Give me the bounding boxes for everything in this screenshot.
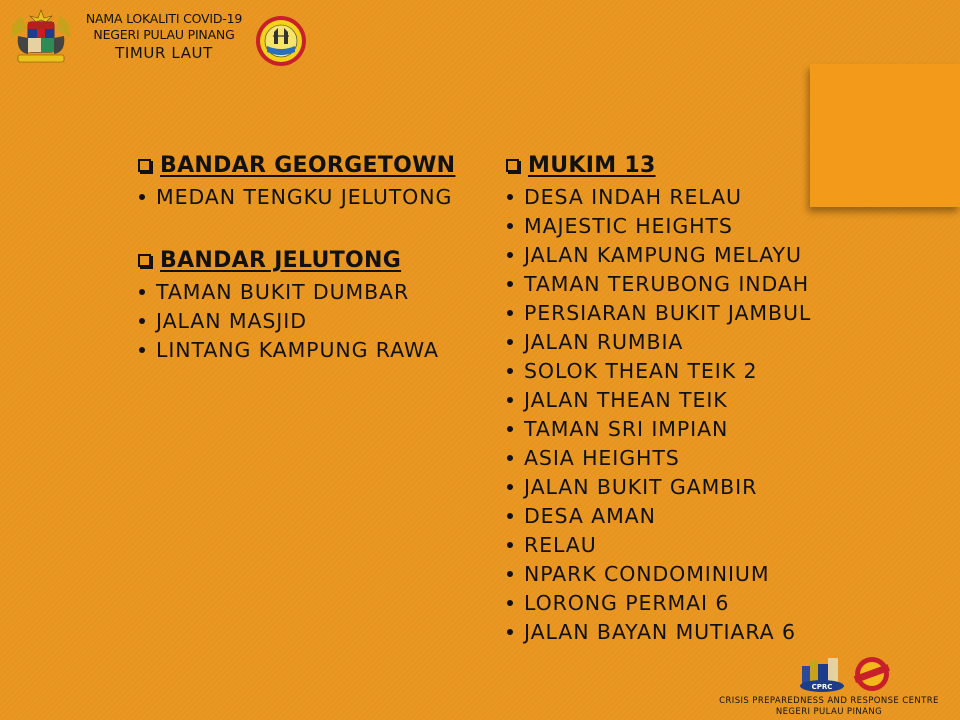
list-item-label: TAMAN SRI IMPIAN <box>524 416 729 441</box>
left-column <box>138 148 455 364</box>
list-item-label: LORONG PERMAI 6 <box>524 590 730 615</box>
malaysia-coat-of-arms-icon <box>8 8 74 66</box>
header-district: TIMUR LAUT <box>115 44 213 62</box>
footer-line-1: CRISIS PREPAREDNESS AND RESPONSE CENTRE <box>719 696 939 706</box>
header-line-2: NEGERI PULAU PINANG <box>93 27 235 42</box>
list-item <box>506 385 811 414</box>
list-item <box>138 306 455 335</box>
section-heading <box>138 243 455 277</box>
list-item-label: RELAU <box>524 532 597 557</box>
bullet-icon <box>507 281 513 287</box>
list-item-label: MAJESTIC HEIGHTS <box>524 213 733 238</box>
list-item <box>506 298 811 327</box>
bullet-icon <box>507 455 513 461</box>
list-item <box>506 559 811 588</box>
list-item <box>506 530 811 559</box>
list-item <box>138 277 455 306</box>
locality-list <box>506 182 811 646</box>
section-heading <box>506 148 811 182</box>
right-column <box>506 148 811 646</box>
list-item <box>138 182 455 211</box>
list-item-label: TAMAN TERUBONG INDAH <box>524 271 810 296</box>
list-item-label: DESA AMAN <box>524 503 656 528</box>
list-item-label: JALAN BUKIT GAMBIR <box>524 474 758 499</box>
cprc-logo-icon <box>796 656 892 696</box>
bullet-icon <box>507 223 513 229</box>
list-item-label: JALAN RUMBIA <box>524 329 684 354</box>
bullet-icon <box>507 513 513 519</box>
list-item <box>506 501 811 530</box>
locality-list <box>138 277 455 364</box>
list-item <box>506 617 811 646</box>
list-item <box>506 472 811 501</box>
list-item-label: NPARK CONDOMINIUM <box>524 561 770 586</box>
list-item-label: JALAN MASJID <box>156 308 307 333</box>
section-heading-text: BANDAR GEORGETOWN <box>160 152 456 178</box>
footer-organisation <box>716 696 942 718</box>
decorative-accent-box <box>810 64 960 207</box>
list-item-label: JALAN THEAN TEIK <box>524 387 728 412</box>
bullet-icon <box>507 252 513 258</box>
checkbox-icon <box>138 254 151 267</box>
svg-text:CPRC: CPRC <box>811 683 833 691</box>
bullet-icon <box>507 397 513 403</box>
section-bandar-georgetown <box>138 148 455 211</box>
bullet-icon <box>507 600 513 606</box>
list-item <box>506 327 811 356</box>
bullet-icon <box>507 629 513 635</box>
list-item-label: LINTANG KAMPUNG RAWA <box>156 337 439 362</box>
penang-state-seal-icon <box>254 14 308 68</box>
list-item <box>506 588 811 617</box>
checkbox-icon <box>138 159 151 172</box>
section-mukim-13 <box>506 148 811 646</box>
header-line-1: NAMA LOKALITI COVID-19 <box>85 11 243 26</box>
bullet-icon <box>507 542 513 548</box>
section-heading <box>138 148 455 182</box>
locality-list <box>138 182 455 211</box>
list-item <box>506 414 811 443</box>
section-heading-text: MUKIM 13 <box>528 152 656 178</box>
section-heading-text: BANDAR JELUTONG <box>160 247 402 273</box>
list-item <box>506 356 811 385</box>
list-item-label: PERSIARAN BUKIT JAMBUL <box>524 300 812 325</box>
list-item <box>506 240 811 269</box>
list-item-label: SOLOK THEAN TEIK 2 <box>524 358 758 383</box>
list-item <box>506 182 811 211</box>
list-item <box>506 269 811 298</box>
bullet-icon <box>507 368 513 374</box>
bullet-icon <box>139 289 145 295</box>
list-item <box>138 335 455 364</box>
bullet-icon <box>507 194 513 200</box>
bullet-icon <box>139 194 145 200</box>
bullet-icon <box>507 571 513 577</box>
bullet-icon <box>507 339 513 345</box>
list-item-label: JALAN KAMPUNG MELAYU <box>524 242 802 267</box>
checkbox-icon <box>506 159 519 172</box>
list-item-label: MEDAN TENGKU JELUTONG <box>156 184 453 209</box>
footer-line-2: NEGERI PULAU PINANG <box>775 707 883 717</box>
list-item-label: DESA INDAH RELAU <box>524 184 742 209</box>
section-bandar-jelutong <box>138 243 455 364</box>
list-item-label: ASIA HEIGHTS <box>524 445 680 470</box>
bullet-icon <box>507 310 513 316</box>
list-item <box>506 443 811 472</box>
list-item-label: TAMAN BUKIT DUMBAR <box>156 279 410 304</box>
list-item-label: JALAN BAYAN MUTIARA 6 <box>524 619 796 644</box>
bullet-icon <box>139 347 145 353</box>
header-title <box>74 11 254 63</box>
bullet-icon <box>507 484 513 490</box>
list-item <box>506 211 811 240</box>
bullet-icon <box>139 318 145 324</box>
bullet-icon <box>507 426 513 432</box>
